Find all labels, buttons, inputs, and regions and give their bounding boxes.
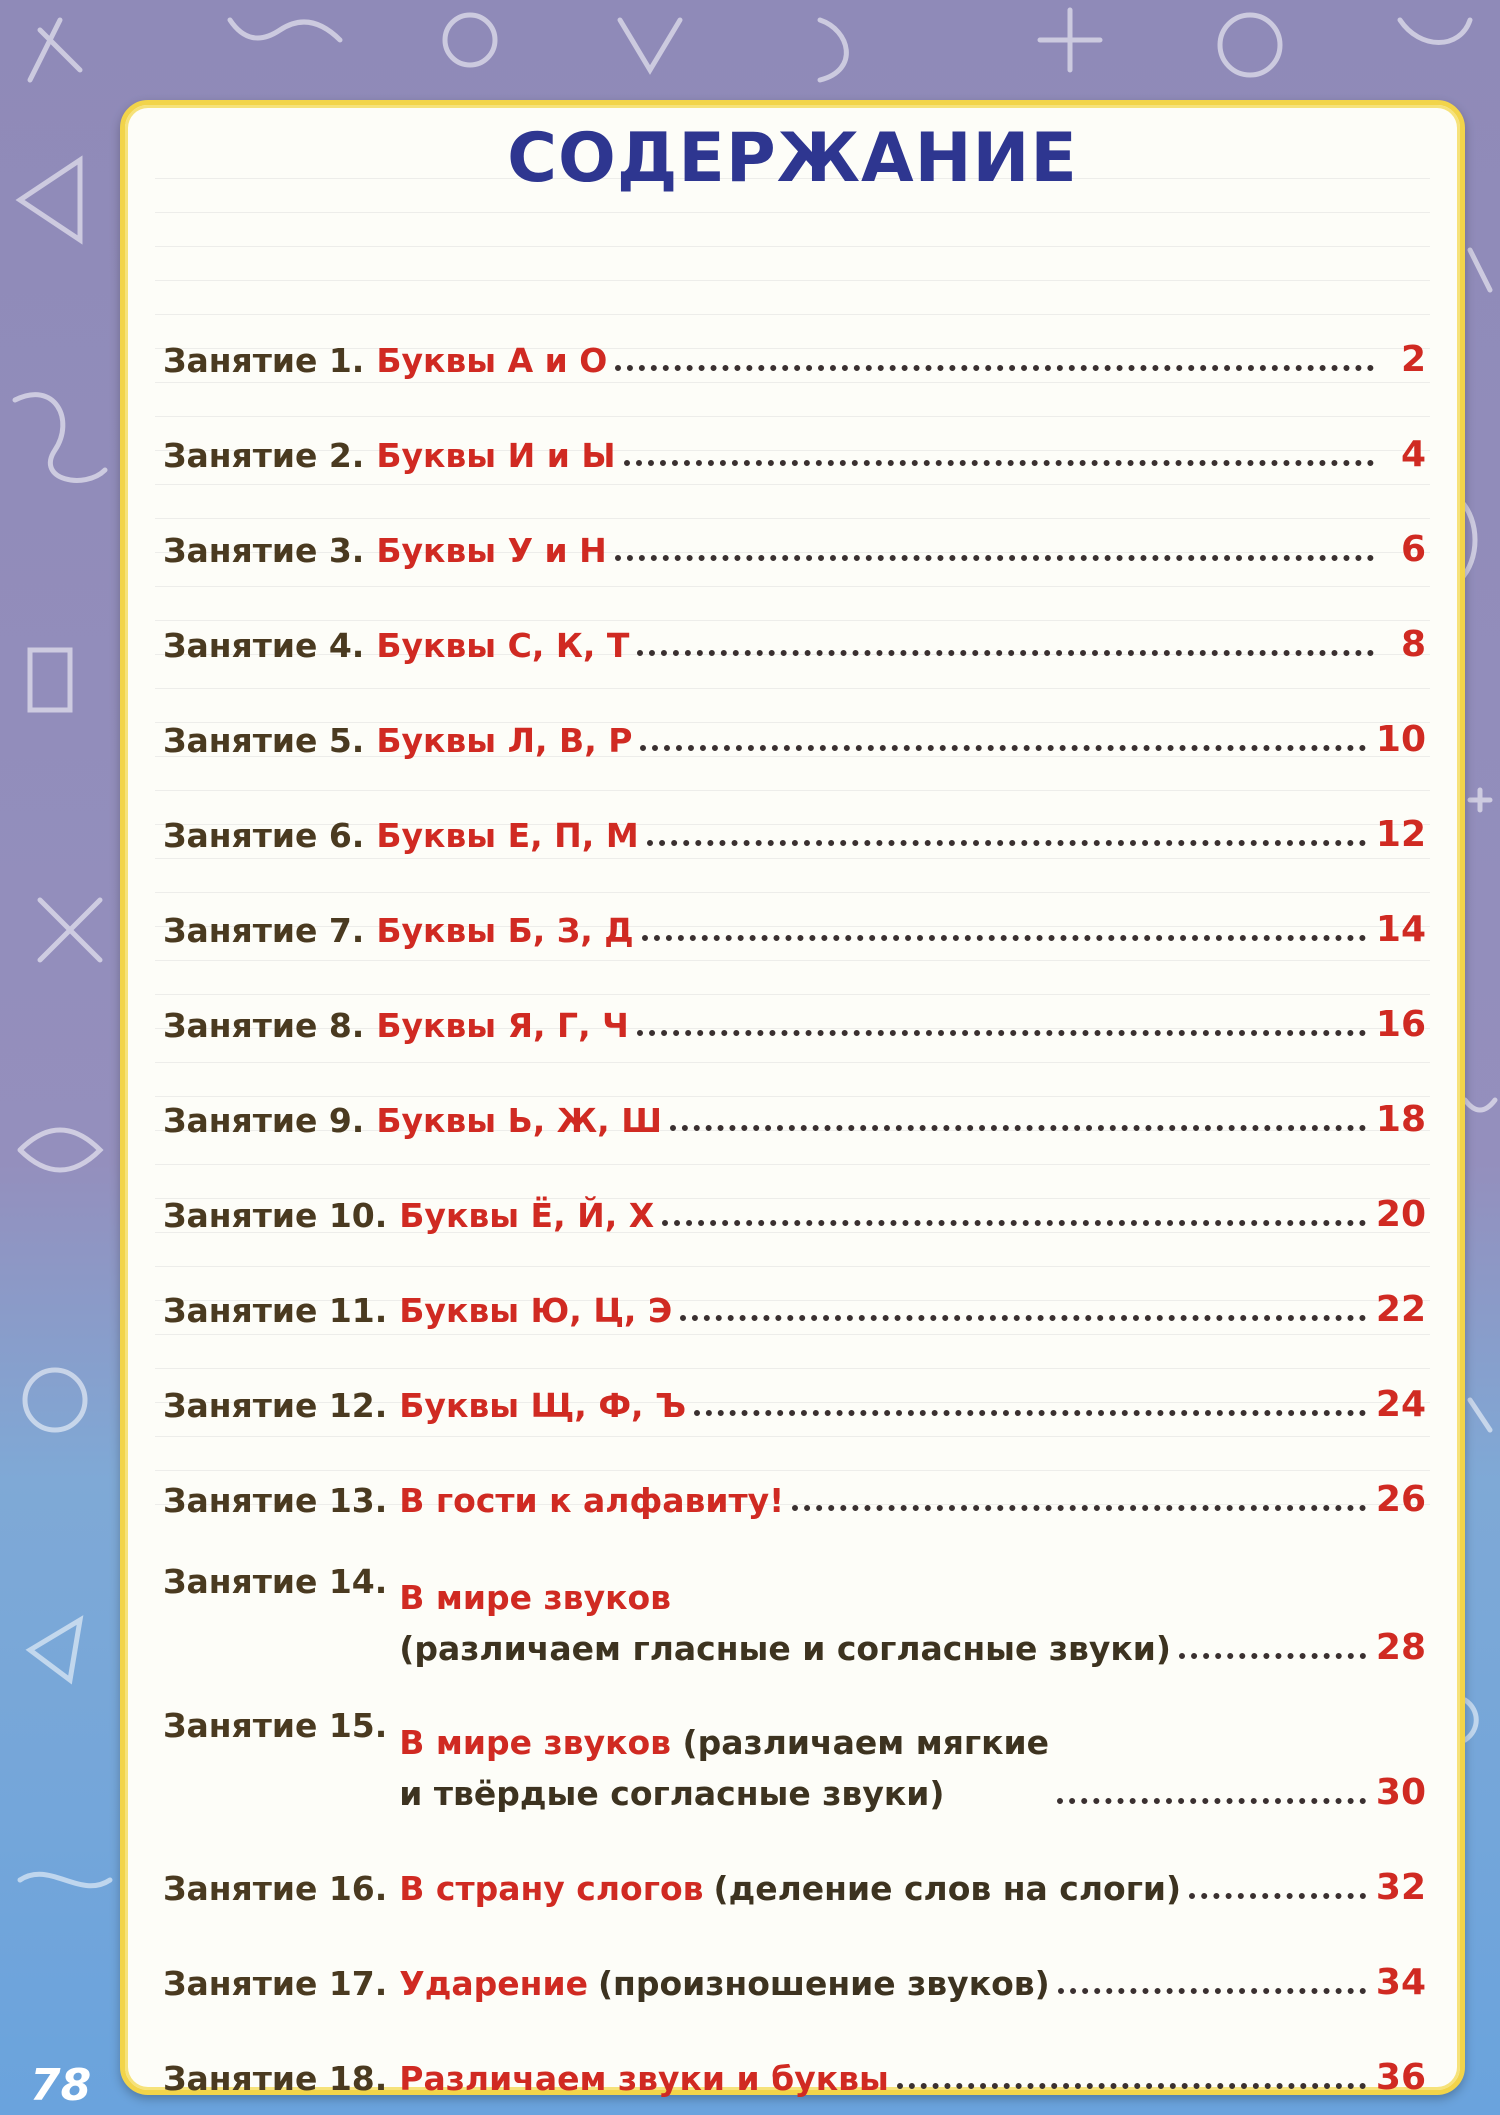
- page-ref: 20: [1375, 1194, 1426, 1235]
- lesson-title: Буквы Е, П, М: [376, 816, 639, 855]
- toc-entry-18[interactable]: [163, 2003, 1426, 2098]
- lesson-title: Буквы С, К, Т: [376, 626, 630, 665]
- lesson-label: Занятие 12.: [163, 1386, 388, 1425]
- page-ref: 16: [1375, 1004, 1426, 1045]
- toc-entry-6[interactable]: [163, 760, 1426, 855]
- page-ref: 28: [1375, 1627, 1426, 1668]
- toc-entry-16[interactable]: [163, 1813, 1426, 1908]
- page-ref: 10: [1375, 719, 1426, 760]
- toc-entry-3[interactable]: [163, 475, 1426, 570]
- dot-leader: [637, 650, 1374, 656]
- lesson-title: Буквы Щ, Ф, Ъ: [399, 1386, 687, 1425]
- toc-entry-5[interactable]: [163, 665, 1426, 760]
- lesson-label: Занятие 11.: [163, 1291, 388, 1330]
- lesson-title: В мире звуков: [399, 1723, 672, 1762]
- lesson-title: Буквы Я, Г, Ч: [376, 1006, 629, 1045]
- page-ref: 36: [1375, 2057, 1426, 2098]
- lesson-title: Различаем звуки и буквы: [399, 2059, 889, 2098]
- dot-leader: [897, 2083, 1366, 2089]
- page-ref: 2: [1400, 339, 1426, 380]
- lesson-title: Буквы Ь, Ж, Ш: [376, 1101, 662, 1140]
- dot-leader: [1179, 1653, 1366, 1659]
- lesson-label: Занятие 4.: [163, 626, 365, 665]
- lesson-label: Занятие 9.: [163, 1101, 365, 1140]
- lesson-label: Занятие 14.: [163, 1562, 388, 1601]
- lesson-label: Занятие 3.: [163, 531, 365, 570]
- lesson-title: Буквы Л, В, Р: [376, 721, 633, 760]
- dot-leader: [624, 460, 1374, 466]
- dot-leader: [1057, 1798, 1366, 1804]
- dot-leader: [615, 365, 1374, 371]
- page-ref: 6: [1400, 529, 1426, 570]
- lesson-label: Занятие 6.: [163, 816, 365, 855]
- page-ref: 32: [1375, 1867, 1426, 1908]
- lesson-label: Занятие 16.: [163, 1869, 388, 1908]
- toc-entry-14[interactable]: [163, 1520, 1426, 1668]
- toc-entry-13[interactable]: [163, 1425, 1426, 1520]
- dot-leader: [694, 1410, 1366, 1416]
- lesson-title: В страну слогов: [399, 1869, 704, 1908]
- dot-leader: [1189, 1893, 1366, 1899]
- lesson-title-block: [399, 1578, 1171, 1668]
- lesson-label: Занятие 15.: [163, 1706, 388, 1745]
- toc-entry-12[interactable]: [163, 1330, 1426, 1425]
- lesson-label: Занятие 17.: [163, 1964, 388, 2003]
- page-title: СОДЕРЖАНИЕ: [507, 119, 1078, 198]
- toc-entry-2[interactable]: [163, 380, 1426, 475]
- lesson-title: Буквы Б, З, Д: [376, 911, 634, 950]
- lesson-label: Занятие 10.: [163, 1196, 388, 1235]
- page-ref: 30: [1375, 1772, 1426, 1813]
- page-ref: 34: [1375, 1962, 1426, 2003]
- lesson-label: Занятие 7.: [163, 911, 365, 950]
- lesson-label: Занятие 13.: [163, 1481, 388, 1520]
- page-ref: 12: [1375, 814, 1426, 855]
- lesson-label: Занятие 2.: [163, 436, 365, 475]
- lesson-label: Занятие 5.: [163, 721, 365, 760]
- lesson-title: Буквы У и Н: [376, 531, 607, 570]
- page-ref: 24: [1375, 1384, 1426, 1425]
- lesson-title-block: [399, 1723, 1049, 1813]
- dot-leader: [670, 1125, 1366, 1131]
- lesson-title: В мире звуков: [399, 1578, 672, 1617]
- dot-leader: [640, 745, 1365, 751]
- toc-entry-11[interactable]: [163, 1235, 1426, 1330]
- lesson-subtitle: (различаем гласные и согласные звуки): [399, 1629, 1172, 1668]
- dot-leader: [680, 1315, 1366, 1321]
- dot-leader: [662, 1220, 1366, 1226]
- toc-entry-1[interactable]: [163, 285, 1426, 380]
- dot-leader: [637, 1030, 1366, 1036]
- page-ref: 22: [1375, 1289, 1426, 1330]
- lesson-title: Буквы А и О: [376, 341, 608, 380]
- lesson-subtitle: (различаем мягкие: [682, 1723, 1050, 1762]
- dot-leader: [1058, 1988, 1366, 1994]
- dot-leader: [615, 555, 1374, 561]
- lesson-label: Занятие 1.: [163, 341, 365, 380]
- toc-entry-8[interactable]: [163, 950, 1426, 1045]
- page-ref: 4: [1400, 434, 1426, 475]
- lesson-title: Буквы Ё, Й, Х: [399, 1196, 655, 1235]
- toc-entry-17[interactable]: [163, 1908, 1426, 2003]
- lesson-title: Буквы И и Ы: [376, 436, 616, 475]
- toc-entry-7[interactable]: [163, 855, 1426, 950]
- lesson-title: Ударение: [399, 1964, 588, 2003]
- toc-entry-15[interactable]: [163, 1668, 1426, 1813]
- dot-leader: [792, 1505, 1366, 1511]
- page-ref: 8: [1400, 624, 1426, 665]
- lesson-subtitle-line2: и твёрдые согласные звуки): [399, 1774, 945, 1813]
- lesson-title: В гости к алфавиту!: [399, 1481, 785, 1520]
- dot-leader: [642, 935, 1366, 941]
- toc-entry-9[interactable]: [163, 1045, 1426, 1140]
- lesson-label: Занятие 18.: [163, 2059, 388, 2098]
- lesson-subtitle: (произношение звуков): [597, 1964, 1050, 2003]
- page-ref: 18: [1375, 1099, 1426, 1140]
- toc-entry-4[interactable]: [163, 570, 1426, 665]
- dot-leader: [647, 840, 1366, 846]
- page-ref: 26: [1375, 1479, 1426, 1520]
- lesson-subtitle: (деление слов на слоги): [713, 1869, 1182, 1908]
- page-ref: 14: [1375, 909, 1426, 950]
- contents-card: [120, 100, 1465, 2098]
- page-number: 78: [30, 2060, 92, 2111]
- lesson-label: Занятие 8.: [163, 1006, 365, 1045]
- toc-entry-10[interactable]: [163, 1140, 1426, 1235]
- table-of-contents: [163, 285, 1426, 2098]
- lesson-title: Буквы Ю, Ц, Э: [399, 1291, 673, 1330]
